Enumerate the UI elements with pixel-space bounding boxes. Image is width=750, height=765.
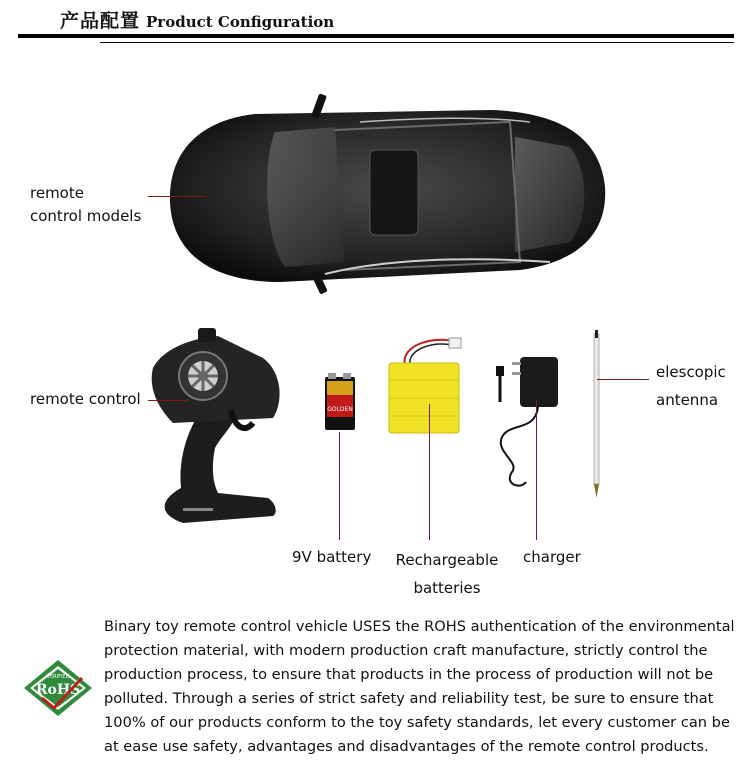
- rechargeable-pointer-line: [429, 404, 430, 540]
- rohs-verified-text: VERIFIED: [46, 674, 70, 680]
- antenna-pointer-line: [597, 379, 649, 380]
- description-line-1: Binary toy remote control vehicle USES the ROHS authentication of the environmental: [104, 618, 735, 635]
- rohs-main-text: RoHS: [35, 682, 81, 698]
- car-image: [160, 92, 610, 297]
- description-line-3: production process, to ensure that products in the process of production will not be: [104, 666, 714, 683]
- model-label: [30, 182, 141, 228]
- header-rule-thin: [100, 42, 734, 43]
- rechargeable-label-line1: Rechargeable: [395, 551, 499, 569]
- remote-control-label: remote control: [30, 390, 141, 408]
- antenna-label-line1: elescopic: [656, 363, 726, 381]
- battery-9v-pointer-line: [339, 432, 340, 540]
- rohs-logo: [22, 658, 94, 718]
- model-label-line2: control models: [30, 207, 142, 225]
- remote-control-image: [143, 328, 283, 528]
- header-title-cn: 产品配置: [60, 10, 141, 32]
- charger-image: [490, 352, 565, 492]
- rechargeable-label-line2: batteries: [413, 579, 481, 597]
- description-line-2: protection material, with modern production craft manufacture, strictly control the: [104, 642, 708, 659]
- remote-pointer-line: [148, 400, 188, 401]
- header-title-en: Product Configuration: [146, 13, 335, 31]
- description-line-5: 100% of our products conform to the toy safety standards, let every customer can be: [104, 714, 730, 731]
- antenna-label: [656, 358, 726, 414]
- model-pointer-line: [148, 196, 206, 197]
- rechargeable-batteries-image: [385, 330, 465, 435]
- charger-label: charger: [523, 548, 581, 566]
- header-rule-thick: [18, 34, 734, 38]
- model-label-line1: remote: [30, 184, 84, 202]
- description-line-6: at ease use safety, advantages and disadvantages of the remote control products.: [104, 738, 709, 755]
- rechargeable-label: [395, 546, 499, 602]
- antenna-label-line2: antenna: [656, 391, 719, 409]
- description-paragraph: [104, 615, 734, 759]
- battery-9v-label: 9V battery: [292, 548, 372, 566]
- description-line-4: polluted. Through a series of strict safety and reliability test, be sure to ensure that: [104, 690, 714, 707]
- antenna-image: [587, 330, 607, 500]
- battery-9v-brand: GOLDEN: [327, 406, 353, 413]
- battery-9v-image: [324, 373, 356, 431]
- section-header: [60, 6, 334, 34]
- charger-pointer-line: [536, 400, 537, 540]
